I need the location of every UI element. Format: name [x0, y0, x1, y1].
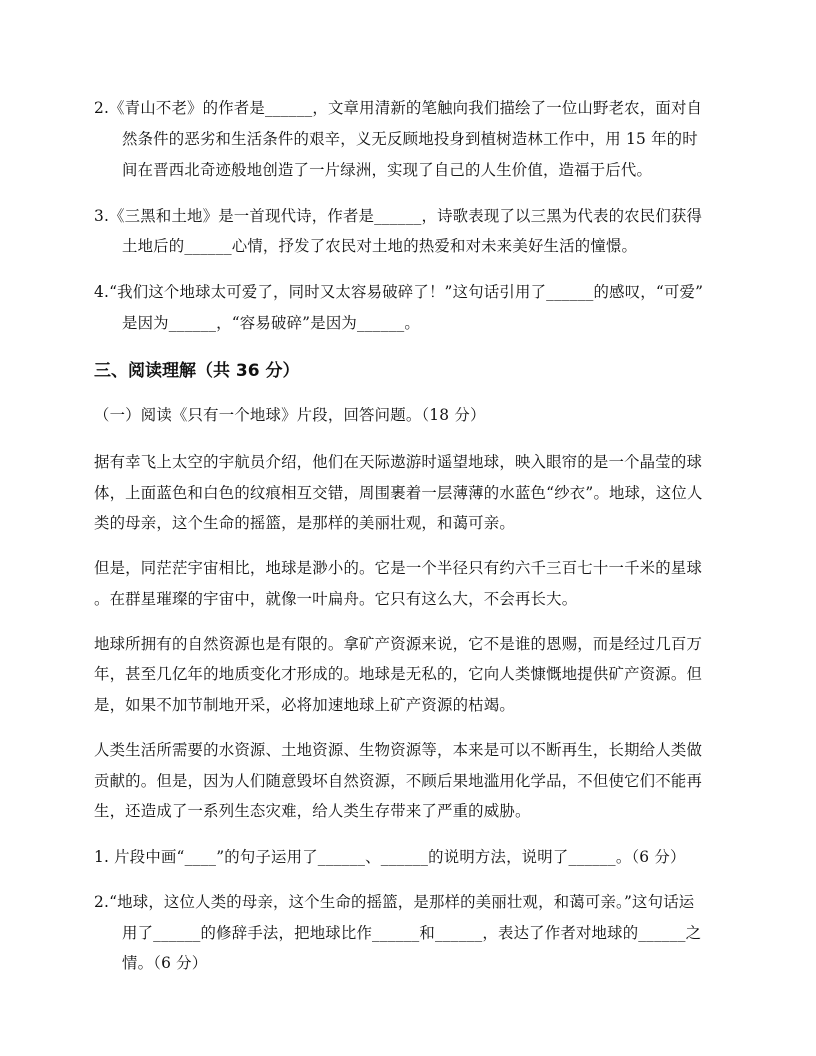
passage-p3-line-3: 是，如果不加节制地开采，必将加速地球上矿产资源的枯竭。 — [94, 696, 515, 714]
passage-p3-line-2: 年，甚至几亿年的地质变化才形成的。地球是无私的，它向人类慷慨地提供矿产资源。但 — [94, 665, 703, 683]
passage-p1-line-1: 据有幸飞上太空的宇航员介绍，他们在天际遨游时遥望地球，映入眼帘的是一个晶莹的球 — [94, 453, 703, 471]
question-4-line-1: 4.“我们这个地球太可爱了，同时又太容易破碎了！”这句话引用了______的感叹，“可爱” — [94, 283, 704, 301]
passage-p1-line-2: 体，上面蓝色和白色的纹痕相互交错，周围裹着一层薄薄的水蓝色“纱衣”。地球，这位人 — [94, 484, 703, 502]
question-3-line-2: 土地后的______心情，抒发了农民对土地的热爱和对未来美好生活的憧憬。 — [122, 237, 638, 255]
question-2-line-3: 间在晋西北奇迹般地创造了一片绿洲，实现了自己的人生价值，造福于后代。 — [122, 161, 653, 179]
passage-p2-line-2: 。在群星璀璨的宇宙中，就像一叶扁舟。它只有这么大，不会再长大。 — [94, 590, 578, 608]
question-2-line-1: 2.《青山不老》的作者是______，文章用清新的笔触向我们描绘了一位山野老农，面对自 — [94, 99, 703, 117]
section-heading: 三、阅读理解（共 36 分） — [94, 361, 300, 381]
question-2-line-2: 然条件的恶劣和生活条件的艰辛，义无反顾地投身到植树造林工作中，用 15 年的时 — [122, 130, 698, 148]
question-4-line-2: 是因为______，“容易破碎”是因为______。 — [122, 314, 420, 332]
passage-p2-line-1: 但是，同茫茫宇宙相比，地球是渺小的。它是一个半径只有约六千三百七十一千米的星球 — [94, 559, 703, 577]
passage-p3-line-1: 地球所拥有的自然资源也是有限的。拿矿产资源来说，它不是谁的恩赐，而是经过几百万 — [94, 635, 703, 653]
passage-p4-line-1: 人类生活所需要的水资源、土地资源、生物资源等，本来是可以不断再生，长期给人类做 — [94, 741, 703, 759]
sub-heading: （一）阅读《只有一个地球》片段，回答问题。（18 分） — [94, 406, 486, 424]
reading-question-2-line-3: 情。（6 分） — [122, 954, 208, 972]
reading-question-1: 1. 片段中画“____”的句子运用了______、______的说明方法，说明了______。（6 分） — [94, 848, 686, 866]
passage-p4-line-3: 生，还造成了一系列生态灾难，给人类生存带来了严重的威胁。 — [94, 802, 531, 820]
reading-question-2-line-2: 用了______的修辞手法，把地球比作______和______，表达了作者对地球的______之 — [122, 924, 702, 942]
passage-p1-line-3: 类的母亲，这个生命的摇篮，是那样的美丽壮观，和蔼可亲。 — [94, 514, 515, 532]
reading-question-2-line-1: 2.“地球，这位人类的母亲，这个生命的摇篮，是那样的美丽壮观，和蔼可亲。”这句话运 — [94, 893, 695, 911]
question-3-line-1: 3.《三黑和土地》是一首现代诗，作者是______，诗歌表现了以三黑为代表的农民们获得 — [94, 207, 703, 225]
passage-p4-line-2: 贡献的。但是，因为人们随意毁坏自然资源，不顾后果地滥用化学品，不但使它们不能再 — [94, 772, 703, 790]
